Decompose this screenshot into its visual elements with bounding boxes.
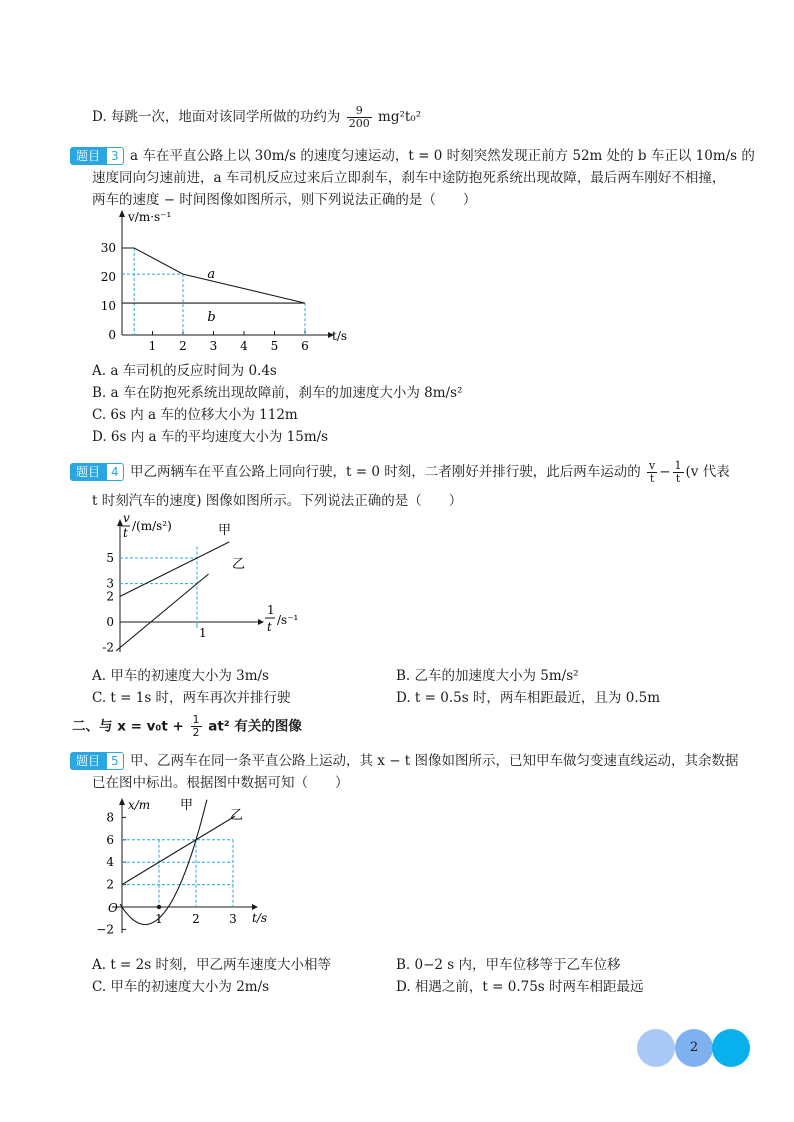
- y-tick-label: 0: [106, 615, 114, 629]
- x-tick-label: 3: [209, 339, 218, 353]
- option-a: A. a 车司机的反应时间为 0.4s: [92, 363, 277, 379]
- y-tick-label: 4: [106, 855, 114, 870]
- fraction-v-over-t: [647, 460, 657, 485]
- series-label-a: a: [207, 267, 216, 283]
- question-text-line: [130, 458, 730, 486]
- y-tick-label: 0: [108, 328, 116, 342]
- x-label-numerator: 1: [267, 603, 275, 617]
- fraction-numerator: 1: [674, 459, 682, 472]
- y-axis-label: v/m·s⁻¹: [128, 210, 172, 224]
- x-tick-label: 5: [270, 339, 279, 353]
- y-label-numerator: v: [123, 512, 130, 525]
- fraction-denominator: t: [649, 472, 655, 485]
- question-text: 甲乙两辆车在平直公路上同向行驶，t = 0 时刻，二者刚好并排行驶，此后两车运动的: [130, 464, 641, 480]
- x-tick-label: 1: [148, 339, 157, 353]
- q5-xt-chart: [92, 793, 292, 943]
- origin-label: O: [108, 901, 118, 915]
- fraction-denominator: t: [675, 472, 681, 485]
- y-tick-label: -2: [102, 640, 114, 655]
- series-label-yi: 乙: [230, 808, 244, 823]
- q3-vt-chart: [92, 205, 362, 355]
- page-number: 2: [689, 1040, 699, 1055]
- option-a: A. t = 2s 时刻，甲乙两车速度大小相等: [92, 957, 331, 973]
- section-heading-suffix: at² 有关的图像: [208, 718, 302, 735]
- minus-sign: −: [659, 464, 671, 480]
- y-axis-label: x/m: [128, 798, 151, 812]
- option-d: D. 相遇之前，t = 0.75s 时两车相距最远: [396, 979, 644, 995]
- fraction-one-over-t: [673, 460, 684, 485]
- y-tick-label: 10: [100, 299, 116, 313]
- question-tag: [70, 463, 124, 481]
- question-tag-label: 题目: [70, 463, 106, 481]
- option-c: C. 6s 内 a 车的位移大小为 112m: [92, 407, 298, 423]
- page-number-circle: [675, 1029, 713, 1067]
- y-tick-label: 5: [106, 551, 114, 565]
- question-text-line: 已在图中标出。根据图中数据可知（ ）: [92, 775, 349, 791]
- section-heading-prefix: 二、与 x = v₀t +: [72, 718, 184, 735]
- option-c: C. t = 1s 时，两车再次并排行驶: [92, 690, 291, 706]
- x-tick-label: 4: [240, 339, 248, 353]
- fraction-denominator: 200: [348, 117, 370, 130]
- x-axis-arrow: [252, 904, 258, 910]
- question-tag-label: 题目: [70, 147, 106, 165]
- question-tag: [70, 752, 124, 770]
- option-b: B. 0−2 s 内，甲车位移等于乙车位移: [396, 957, 621, 973]
- series-line-yi: [116, 574, 208, 651]
- y-tick-label: −2: [96, 922, 114, 937]
- y-tick-label: 30: [100, 241, 116, 255]
- option-a: A. 甲车的初速度大小为 3m/s: [92, 668, 269, 684]
- y-axis-arrow: [119, 210, 125, 217]
- fraction-denominator: 2: [192, 726, 200, 739]
- y-tick-label: 2: [106, 877, 114, 892]
- fraction-numerator: v: [649, 459, 656, 472]
- question-number: 3: [106, 147, 124, 165]
- series-label-yi: 乙: [232, 557, 246, 572]
- q4-graph: [92, 512, 312, 662]
- y-tick-label: 20: [100, 270, 116, 284]
- fraction-numerator: 1: [192, 713, 200, 726]
- question-text-line: 两车的速度 − 时间图像如图所示，则下列说法正确的是（ ）: [92, 192, 477, 208]
- question-text-line: a 车在平直公路上以 30m/s 的速度匀速运动，t = 0 时刻突然发现正前方 52m 处的 b 车正以 10m/s 的: [130, 148, 755, 164]
- x-tick-label: 1: [199, 626, 207, 640]
- y-label-denominator: t: [123, 526, 128, 540]
- series-line-jia: [120, 542, 229, 597]
- x-tick-label: 2: [192, 912, 200, 926]
- question-text-line: 速度同向匀速前进，a 车司机反应过来后立即刹车，刹车中途防抱死系统出现故障，最后两车刚好不相撞，: [92, 170, 726, 186]
- question-tag: [70, 147, 124, 165]
- option-formula: mg²t₀²: [378, 109, 422, 125]
- x-tick-label: 6: [301, 339, 309, 353]
- y-tick-label: 8: [106, 810, 114, 825]
- option-d: D. t = 0.5s 时，两车相距最近，且为 0.5m: [396, 690, 660, 706]
- option-d: D. 6s 内 a 车的平均速度大小为 15m/s: [92, 429, 329, 445]
- question-text: (v 代表: [685, 464, 730, 480]
- series-label-b: b: [207, 310, 216, 326]
- fraction-numerator: 9: [347, 105, 372, 118]
- question-number: 4: [106, 463, 124, 481]
- option-c: C. 甲车的初速度大小为 2m/s: [92, 979, 270, 995]
- y-tick-label: 6: [106, 832, 114, 847]
- q2-option-d: [92, 105, 421, 130]
- fraction-half: [191, 714, 202, 739]
- option-b: B. a 车在防抱死系统出现故障前，刹车的加速度大小为 8m/s²: [92, 385, 463, 401]
- x-axis-label: t/s: [332, 329, 348, 343]
- y-label-unit: /(m/s²): [132, 519, 172, 533]
- question-tag-label: 题目: [70, 752, 106, 770]
- x-tick-label: 3: [229, 912, 237, 926]
- section-heading: [72, 714, 302, 739]
- page-circle-decoration: [712, 1029, 750, 1067]
- option-b: B. 乙车的加速度大小为 5m/s²: [396, 668, 579, 684]
- point-marker: [157, 905, 161, 909]
- option-label: D.: [92, 109, 107, 125]
- fraction: [347, 105, 372, 130]
- x-label-unit: /s⁻¹: [277, 613, 299, 627]
- x-axis-arrow: [258, 619, 264, 625]
- y-tick-label: 2: [106, 589, 114, 604]
- series-label-jia: 甲: [218, 523, 232, 538]
- series-label-jia: 甲: [180, 798, 194, 813]
- y-axis-arrow: [119, 798, 125, 805]
- x-label-denominator: t: [267, 620, 272, 634]
- option-text: 每跳一次，地面对该同学所做的功约为: [110, 109, 341, 125]
- x-tick-label: 1: [155, 912, 163, 926]
- question-text-line: t 时刻汽车的速度) 图像如图所示。下列说法正确的是（ ）: [92, 493, 463, 509]
- question-number: 5: [106, 752, 124, 770]
- x-axis-label: t/s: [252, 911, 268, 925]
- page-circle-decoration: [637, 1029, 675, 1067]
- series-line-yi: [122, 816, 235, 884]
- question-text-line: 甲、乙两车在同一条平直公路上运动，其 x − t 图像如图所示，已知甲车做匀变速直线运动，其余数据: [130, 753, 739, 769]
- y-tick-label: 3: [106, 576, 114, 591]
- x-tick-label: 2: [179, 339, 187, 353]
